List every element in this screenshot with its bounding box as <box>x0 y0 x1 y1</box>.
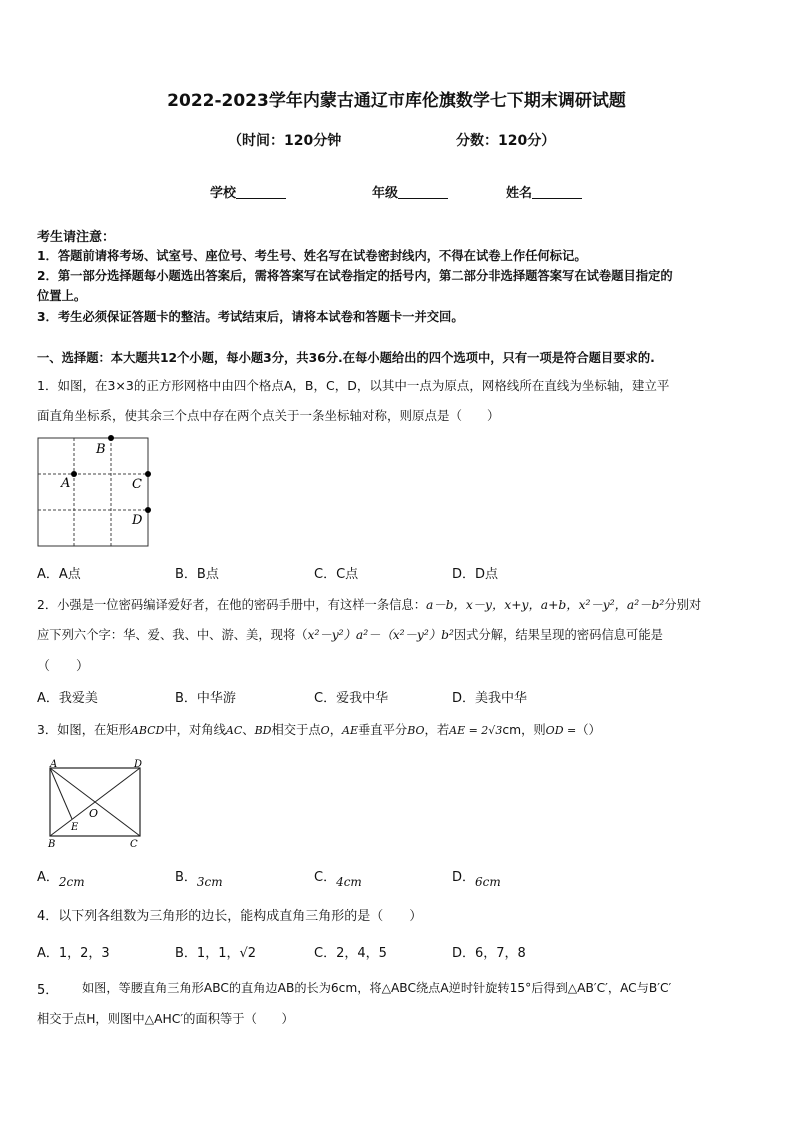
point-c <box>145 471 151 477</box>
option-value: 2cm <box>58 875 85 889</box>
label-c: C <box>130 839 138 850</box>
q3-text: 3．如图，在矩形 <box>37 723 131 737</box>
label-o: O <box>89 807 99 820</box>
q1-grid-figure <box>30 432 160 554</box>
score-label: 分数：120分） <box>456 133 556 149</box>
option-letter: C． <box>314 870 337 885</box>
q3-text: （） <box>576 723 601 737</box>
option-value: 4cm <box>336 875 362 889</box>
label-b: B <box>48 839 56 850</box>
q2-stem-line3: （ ） <box>37 659 90 674</box>
q3-stem <box>37 720 601 738</box>
option-value: 6cm <box>475 875 501 889</box>
name-field <box>506 182 582 201</box>
q4-option-c: C．2，4，5 <box>314 946 387 961</box>
q3-math: BD <box>254 724 272 737</box>
q3-option-d <box>452 866 501 889</box>
notice-heading: 考生请注意： <box>37 230 116 245</box>
q4-stem: 4．以下列各组数为三角形的边长，能构成直角三角形的是（ ） <box>37 909 423 924</box>
q2-text: 应下列六个字：华、爱、我、中、游、美，现将（ <box>37 628 308 642</box>
q2-expression: x²－y²）a²－（x²－y²）b² <box>307 628 454 642</box>
time-label: （时间：120分钟 <box>228 133 342 149</box>
name-blank <box>532 186 582 199</box>
q1-option-b: B．B点 <box>175 567 219 582</box>
q2-text: 2．小强是一位密码编译爱好者，在他的密码手册中，有这样一条信息： <box>37 598 427 612</box>
label-d: D <box>132 513 143 528</box>
q3-text: 相交于点 <box>271 723 321 737</box>
point-a <box>71 471 77 477</box>
q3-math: OD = <box>545 724 577 737</box>
point-d <box>145 507 151 513</box>
q4-option-d: D．6，7，8 <box>452 946 526 961</box>
q3-text: ，若 <box>424 723 450 737</box>
q3-math: AE <box>342 724 358 737</box>
label-e: E <box>71 822 79 833</box>
school-blank <box>236 186 286 199</box>
q3-text: 垂直平分 <box>358 723 408 737</box>
q3-text: ， <box>329 723 343 737</box>
q3-text: 中，对角线 <box>164 723 226 737</box>
name-label: 姓名 <box>506 186 533 201</box>
q3-rectangle-figure <box>38 756 156 852</box>
q2-stem-line1 <box>37 595 701 613</box>
school-field <box>210 182 286 201</box>
q3-text: 、 <box>242 723 255 737</box>
notice-item: 3．考生必须保证答题卡的整洁。考试结束后，请将本试卷和答题卡一并交回。 <box>37 310 464 324</box>
label-b: B <box>96 442 106 457</box>
q3-option-b <box>175 866 223 889</box>
q3-math: BO <box>407 724 425 737</box>
section-heading: 一、选择题：本大题共12个小题，每小题3分，共36分.在每小题给出的四个选项中，只有一项是符合题目要求的. <box>37 351 655 365</box>
page-title: 2022-2023学年内蒙古通辽市库伦旗数学七下期末调研试题 <box>167 91 626 111</box>
label-d: D <box>134 759 143 770</box>
q1-stem-line1: 1．如图，在3×3的正方形网格中由四个格点A，B，C，D，以其中一点为原点，网格线所在直线为坐标轴，建立平 <box>37 378 670 393</box>
q3-math: ABCD <box>130 724 165 737</box>
notice-item: 1．答题前请将考场、试室号、座位号、考生号、姓名写在试卷密封线内，不得在试卷上作任何标记。 <box>37 249 587 263</box>
q1-stem-line2: 面直角坐标系，使其余三个点中存在两个点关于一条坐标轴对称，则原点是（ ） <box>37 408 500 423</box>
label-c: C <box>132 477 142 492</box>
q3-text: cm，则 <box>502 723 546 737</box>
option-value: 3cm <box>196 875 223 889</box>
school-label: 学校 <box>210 186 237 201</box>
q3-math: O <box>320 724 330 737</box>
q2-option-a: A．我爱美 <box>37 691 98 706</box>
grade-field <box>372 182 448 201</box>
q1-option-c: C．C点 <box>314 567 359 582</box>
q4-option-b: B．1，1，√2 <box>175 946 257 961</box>
q2-text: 分别对 <box>664 598 702 612</box>
q2-option-b: B．中华游 <box>175 691 236 706</box>
q2-option-d: D．美我中华 <box>452 691 528 706</box>
q3-math: AE = 2√3 <box>449 724 503 737</box>
q1-option-a: A．A点 <box>37 567 81 582</box>
q5-stem-line1: 如图，等腰直角三角形ABC的直角边AB的长为6cm，将△ABC绕点A逆时针旋转15°后得到△AB′C′，AC与B′C′ <box>82 981 672 995</box>
label-a: A <box>50 759 58 770</box>
notice-item: 2．第一部分选择题每小题选出答案后，需将答案写在试卷指定的括号内，第二部分非选择题答案写在试卷题目指定的 <box>37 269 673 283</box>
q3-option-a <box>37 866 85 889</box>
q3-option-c <box>314 866 362 889</box>
option-letter: D． <box>452 870 476 885</box>
q5-number: 5． <box>37 983 59 998</box>
point-b <box>108 435 114 441</box>
q2-expression: a－b，x－y，x+y，a+b，x²－y²，a²－b² <box>426 598 665 612</box>
label-a: A <box>61 476 71 491</box>
q3-math: AC <box>225 724 243 737</box>
q5-stem-line2: 相交于点H，则图中△AHC′的面积等于（ ） <box>37 1012 294 1026</box>
option-letter: B． <box>175 870 197 885</box>
q1-option-d: D．D点 <box>452 567 499 582</box>
q2-stem-line2 <box>37 625 663 643</box>
grade-label: 年级 <box>372 186 399 201</box>
grade-blank <box>398 186 448 199</box>
q2-option-c: C．爱我中华 <box>314 691 389 706</box>
option-letter: A． <box>37 870 59 885</box>
q2-text: 因式分解，结果呈现的密码信息可能是 <box>453 628 663 642</box>
notice-item: 位置上。 <box>37 289 87 303</box>
q4-option-a: A．1，2，3 <box>37 946 110 961</box>
